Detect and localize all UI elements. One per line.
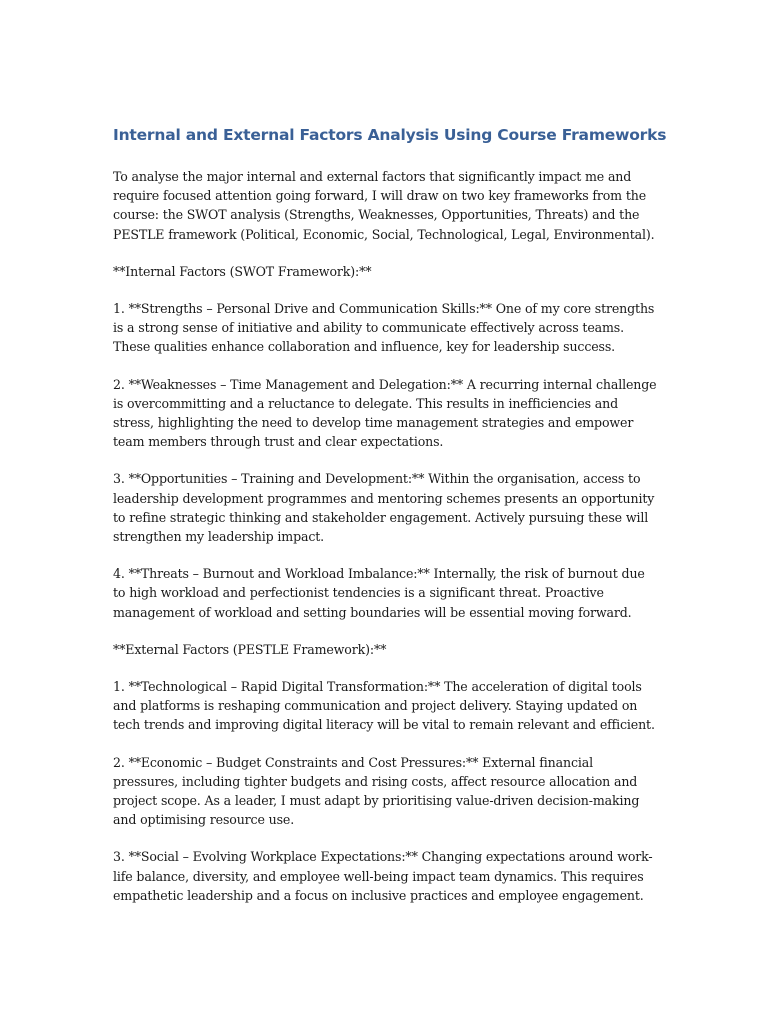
document-body [113, 124, 667, 923]
external-factors-heading: **External Factors (PESTLE Framework):** [113, 641, 387, 657]
document-title: Internal and External Factors Analysis Using Course Frameworks [113, 126, 667, 144]
threats-paragraph: 4. **Threats – Burnout and Workload Imbalance:** Internally, the risk of burnout due to high workload and perfectionist tendencies is a significant threat. Proactive management of workload and setting boundaries will be essential moving forward. [113, 566, 645, 620]
technological-paragraph: 1. **Technological – Rapid Digital Transformation:** The acceleration of digital tools and platforms is reshaping communication and project delivery. Staying updated on tech trends and improving digital literacy will be vital to remain relevant and efficient. [113, 679, 655, 733]
social-paragraph: 3. **Social – Evolving Workplace Expectations:** Changing expectations around work-life balance, diversity, and employee well-being impact team dynamics. This requires empathetic leadership and a focus on inclusive practices and employee engagement. [113, 849, 653, 903]
intro-paragraph: To analyse the major internal and external factors that significantly impact me and require focused attention going forward, I will draw on two key frameworks from the course: the SWOT analysis (Strengths, Weaknesses, Opportunities, Threats) and the PESTLE framework (Political, Economic, Social, Technological, Legal, Environmental). [113, 169, 655, 242]
weaknesses-paragraph: 2. **Weaknesses – Time Management and Delegation:** A recurring internal challenge is overcommitting and a reluctance to delegate. This results in inefficiencies and stress, highlighting the need to develop time management strategies and empower team members through trust and clear expectations. [113, 376, 657, 450]
economic-paragraph: 2. **Economic – Budget Constraints and Cost Pressures:** External financial pressures, including tighter budgets and rising costs, affect resource allocation and project scope. As a leader, I must adapt by prioritising value-driven decision-making and optimising resource use. [113, 754, 640, 828]
strengths-paragraph: 1. **Strengths – Personal Drive and Communication Skills:** One of my core strengths is a strong sense of initiative and ability to communicate effectively across teams. These qualities enhance collaboration and influence, key for leadership success. [113, 301, 655, 355]
internal-factors-heading: **Internal Factors (SWOT Framework):** [113, 263, 372, 279]
opportunities-paragraph: 3. **Opportunities – Training and Development:** Within the organisation, access to leadership development programmes and mentoring schemes presents an opportunity to refine strategic thinking and stakeholder engagement. Actively pursuing these will strengthen my leadership impact. [113, 471, 655, 545]
